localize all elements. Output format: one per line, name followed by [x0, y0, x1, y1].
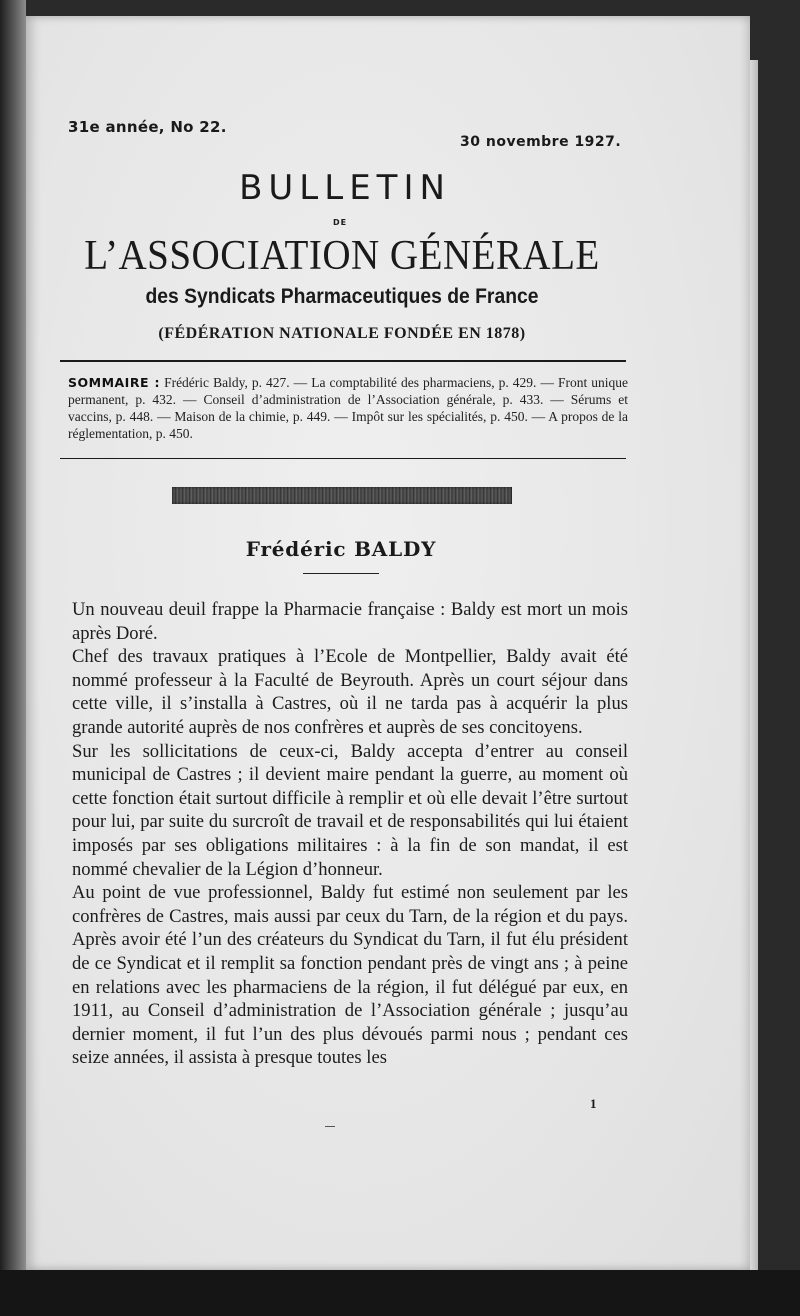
article-title: Frédéric BALDY [245, 537, 437, 561]
masthead-federation: (FÉDÉRATION NATIONALE FONDÉE EN 1878) [158, 325, 526, 342]
print-mark [325, 1126, 335, 1127]
article-paragraph: Chef des travaux pratiques à l’Ecole de Montpellier, Baldy avait été nommé professeur à la Faculté de Beyrouth. Après un court séjour dans cette ville, il s’installa à Castres, où il ne tarda pas à acquérir la plus grande autorité auprès de nos confrères et auprès de ses concitoyens. [72, 646, 628, 738]
table-of-contents [68, 374, 628, 442]
scan-background-bottom [0, 1270, 800, 1316]
masthead-syndicats: des Syndicats Pharmaceutiques de France [145, 285, 539, 308]
page-number: 1 [590, 1096, 597, 1111]
issue-date: 30 novembre 1927. [460, 134, 622, 150]
article-paragraph: Au point de vue professionnel, Baldy fut estimé non seulement par les confrères de Castres, mais aussi par ceux du Tarn, de la région et du pays. Après avoir été l’un des créateurs du Syndicat du Tarn, il fut élu président de ce Syndicat et il remplit sa fonction pendant près de vingt ans ; à peine en relations avec les pharmaciens de la région, il fut délégué par eux, en 1911, au Conseil d’administration de l’Association générale ; jusqu’au dernier moment, il fut l’un des plus dévoués parmi nous ; pendant ces seize années, il assista à presque toutes les [72, 882, 628, 1069]
decorative-band [172, 487, 512, 504]
article-paragraph: Sur les sollicitations de ceux-ci, Baldy accepta d’entrer au conseil municipal de Castres ; il devient maire pendant la guerre, au moment où cette fonction était surtout difficile à remplir et où elle devait l’être surtout pour lui, par suite du surcroît de travail et de responsabilités qui lui étaient imposés par ses obligations militaires : à la fin de son mandat, il est nommé chevalier de la Légion d’honneur. [72, 740, 628, 880]
divider-bottom [60, 458, 626, 459]
masthead-bulletin: BULLETIN [239, 168, 451, 208]
sommaire-text: Frédéric Baldy, p. 427. — La comptabilité des pharmaciens, p. 429. — Front unique permanent, p. 432. — Conseil d’administration de l’Association générale, p. 433. — Sérums et vaccins, p. 448. — Maison de la chimie, p. 449. — Impôt sur les spécialités, p. 450. — A propos de la réglementation, p. 450. [68, 375, 629, 441]
article-body [72, 598, 628, 1070]
masthead-de: DE [332, 218, 348, 227]
issue-number: 31e année, No 22. [68, 118, 227, 136]
sommaire-label: SOMMAIRE : [68, 375, 161, 390]
title-underline [303, 573, 379, 574]
masthead-association: L’ASSOCIATION GÉNÉRALE [84, 233, 600, 279]
article-paragraph: Un nouveau deuil frappe la Pharmacie française : Baldy est mort un mois après Doré. [72, 599, 628, 644]
divider-top [60, 360, 626, 362]
